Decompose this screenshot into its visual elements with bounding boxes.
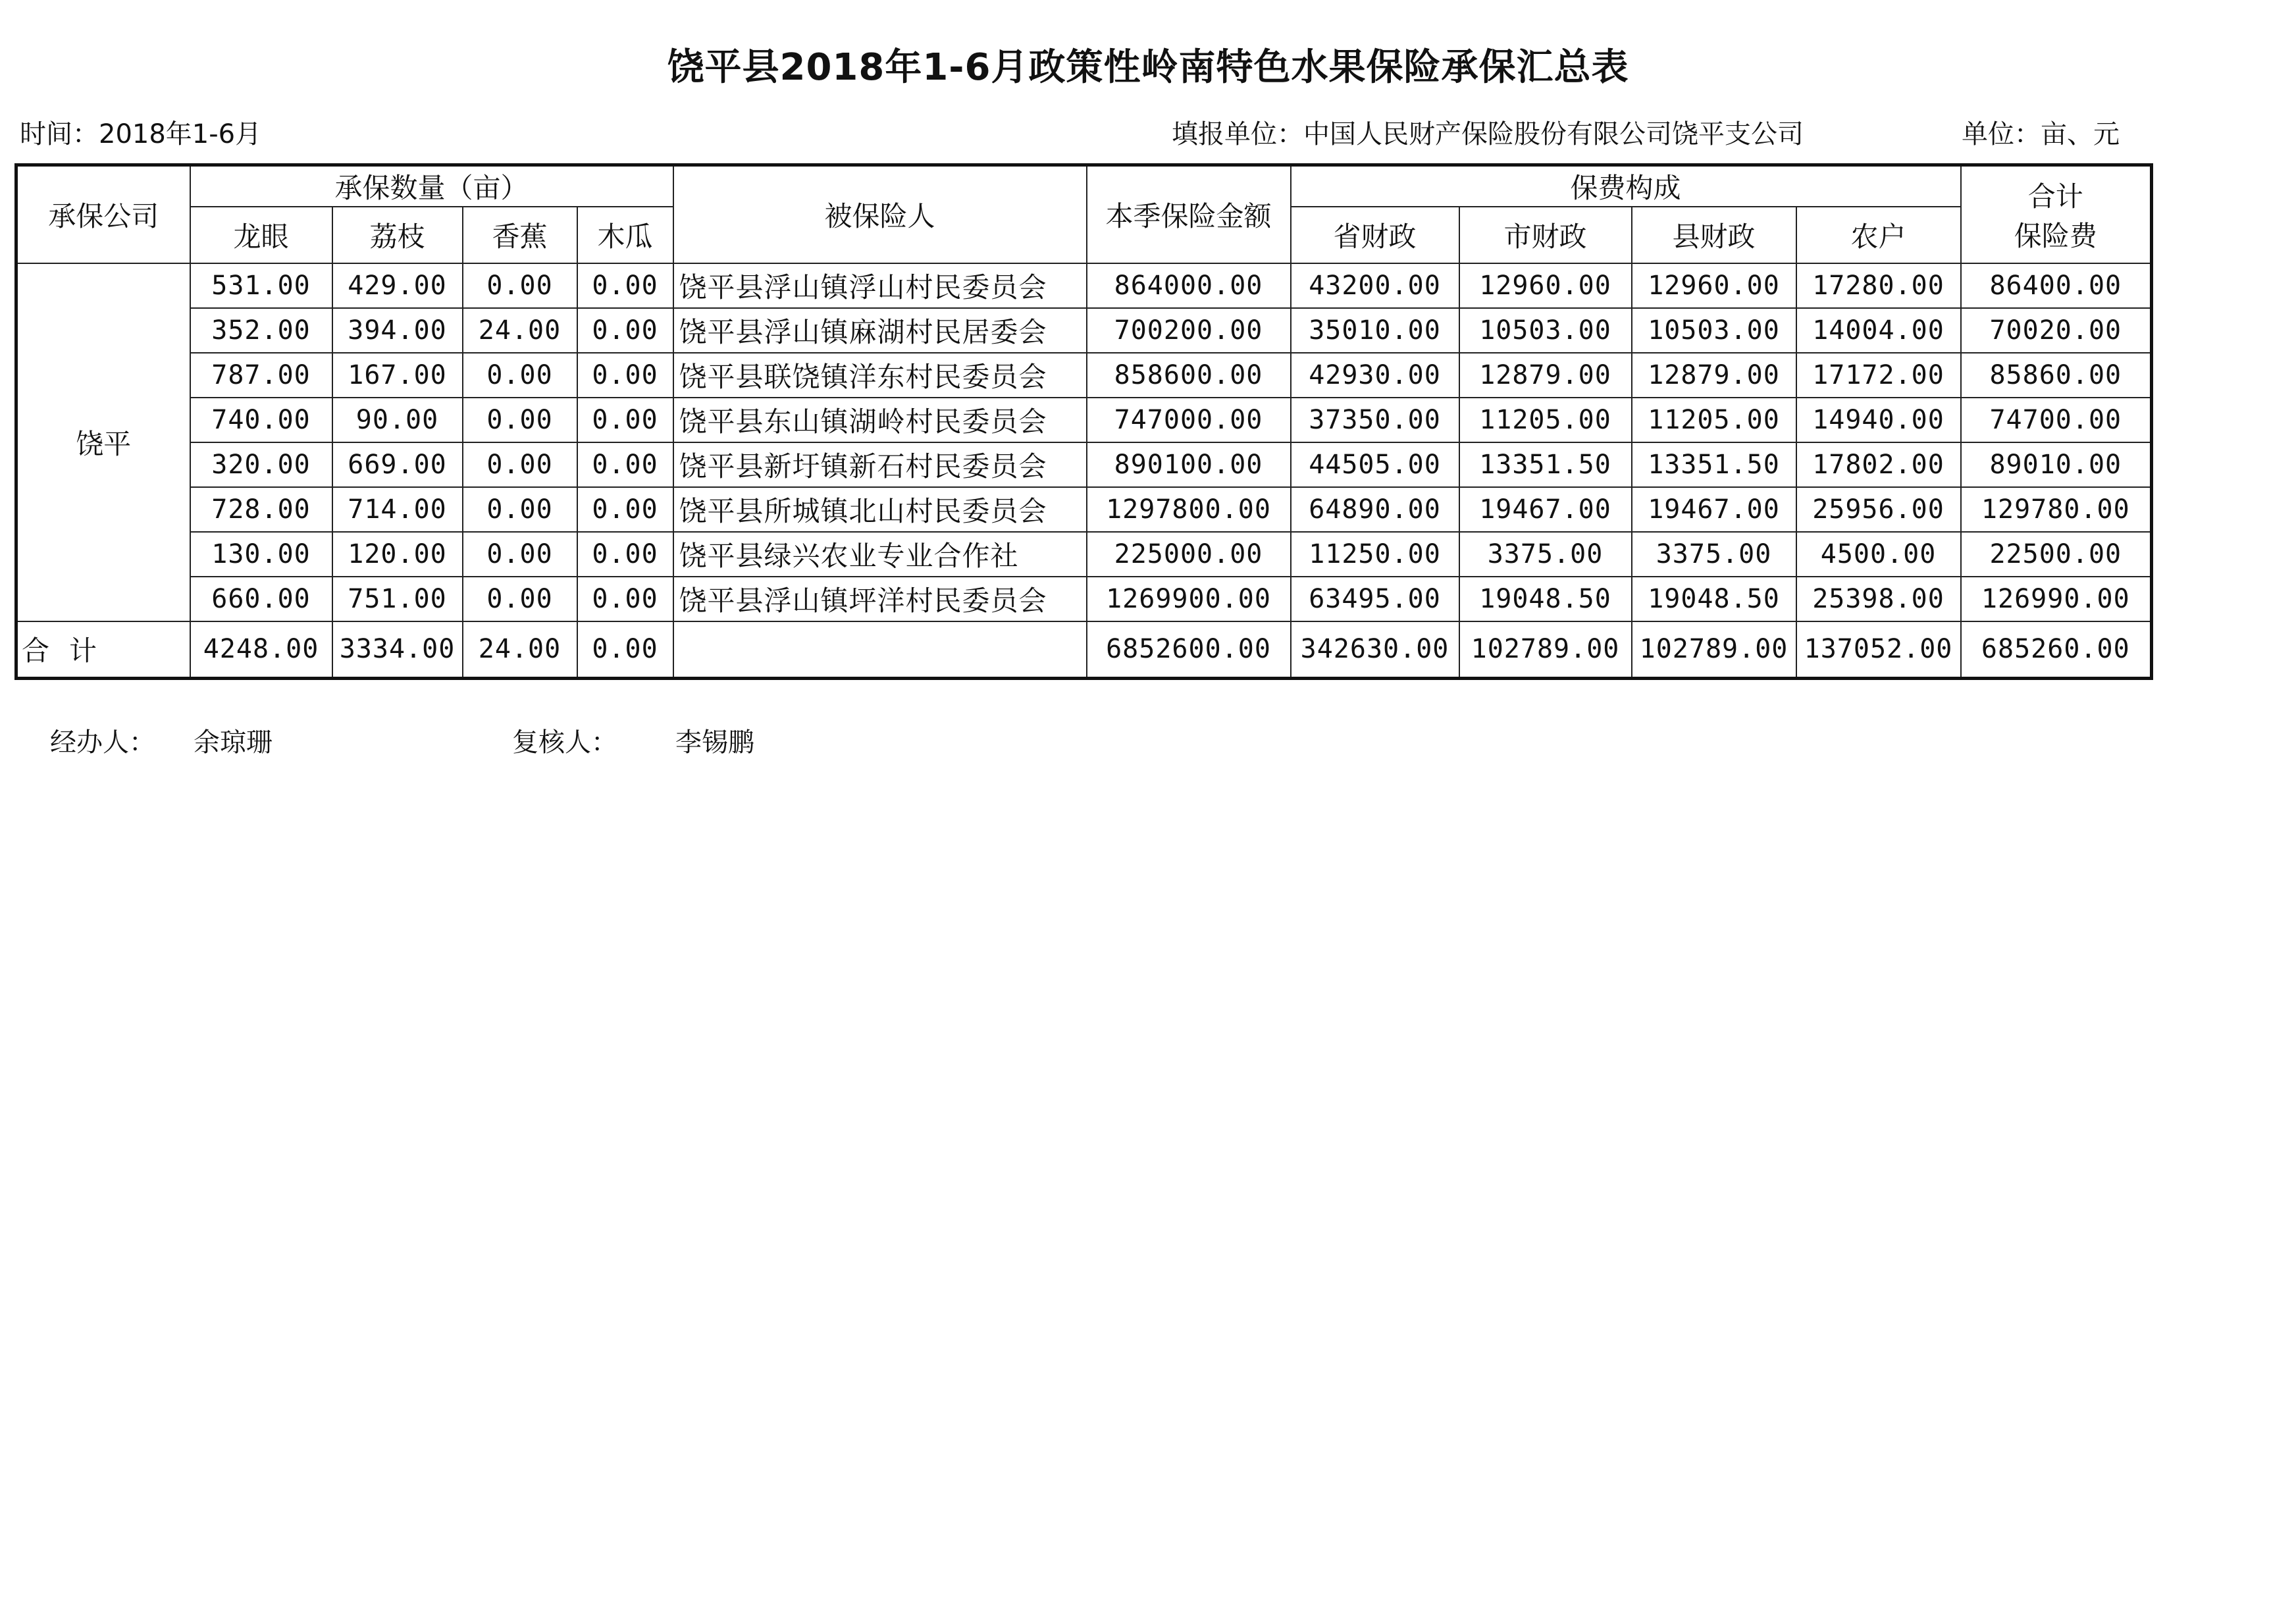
cell-municipal: 12879.00 — [1459, 353, 1632, 398]
measurement-unit-info — [1962, 113, 2120, 151]
cell-farmer: 14004.00 — [1796, 308, 1961, 353]
cell-insured-party: 饶平县绿兴农业专业合作社 — [673, 532, 1087, 577]
cell-lychee: 167.00 — [332, 353, 463, 398]
cell-papaya: 0.00 — [577, 263, 673, 308]
cell-municipal: 19048.50 — [1459, 577, 1632, 621]
cell-banana: 0.00 — [463, 398, 577, 442]
cell-sum-insured: 225000.00 — [1087, 532, 1291, 577]
cell-municipal: 3375.00 — [1459, 532, 1632, 577]
cell-provincial: 64890.00 — [1291, 487, 1459, 532]
cell-total-premium: 129780.00 — [1961, 487, 2152, 532]
insurance-summary-table — [14, 163, 2153, 680]
total-insured-party-empty — [673, 621, 1087, 678]
cell-county: 12879.00 — [1632, 353, 1796, 398]
cell-farmer: 17802.00 — [1796, 442, 1961, 487]
cell-sum-insured: 747000.00 — [1087, 398, 1291, 442]
cell-sum-insured: 700200.00 — [1087, 308, 1291, 353]
cell-insured-party: 饶平县浮山镇坪洋村民委员会 — [673, 577, 1087, 621]
cell-banana: 0.00 — [463, 532, 577, 577]
header-insured-quantity: 承保数量（亩） — [190, 165, 673, 207]
reporting-unit-info — [1172, 113, 1804, 151]
total-sum-insured: 6852600.00 — [1087, 621, 1291, 678]
cell-sum-insured: 864000.00 — [1087, 263, 1291, 308]
header-longan: 龙眼 — [190, 207, 332, 263]
cell-insured-party: 饶平县所城镇北山村民委员会 — [673, 487, 1087, 532]
cell-papaya: 0.00 — [577, 398, 673, 442]
cell-longan: 320.00 — [190, 442, 332, 487]
total-row-label: 合计 — [16, 621, 190, 678]
table-row — [16, 263, 2152, 308]
cell-provincial: 35010.00 — [1291, 308, 1459, 353]
cell-insured-party: 饶平县联饶镇洋东村民委员会 — [673, 353, 1087, 398]
cell-insured-party: 饶平县浮山镇麻湖村民居委会 — [673, 308, 1087, 353]
cell-total-premium: 86400.00 — [1961, 263, 2152, 308]
header-total-premium-line2: 保险费 — [2014, 220, 2097, 252]
cell-banana: 0.00 — [463, 263, 577, 308]
cell-county: 10503.00 — [1632, 308, 1796, 353]
cell-banana: 0.00 — [463, 487, 577, 532]
cell-lychee: 751.00 — [332, 577, 463, 621]
cell-municipal: 12960.00 — [1459, 263, 1632, 308]
unit-value: 亩、元 — [2041, 119, 2120, 149]
header-banana: 香蕉 — [463, 207, 577, 263]
cell-banana: 0.00 — [463, 442, 577, 487]
cell-total-premium: 89010.00 — [1961, 442, 2152, 487]
cell-banana: 24.00 — [463, 308, 577, 353]
header-papaya: 木瓜 — [577, 207, 673, 263]
cell-county: 12960.00 — [1632, 263, 1796, 308]
total-banana: 24.00 — [463, 621, 577, 678]
total-provincial: 342630.00 — [1291, 621, 1459, 678]
cell-provincial: 44505.00 — [1291, 442, 1459, 487]
cell-total-premium: 85860.00 — [1961, 353, 2152, 398]
header-insured-party: 被保险人 — [673, 165, 1087, 264]
cell-farmer: 14940.00 — [1796, 398, 1961, 442]
cell-municipal: 13351.50 — [1459, 442, 1632, 487]
cell-farmer: 17172.00 — [1796, 353, 1961, 398]
cell-insured-party: 饶平县浮山镇浮山村民委员会 — [673, 263, 1087, 308]
cell-farmer: 25956.00 — [1796, 487, 1961, 532]
cell-total-premium: 22500.00 — [1961, 532, 2152, 577]
header-company: 承保公司 — [16, 165, 190, 264]
reporting-unit-label: 填报单位： — [1172, 119, 1303, 149]
cell-provincial: 43200.00 — [1291, 263, 1459, 308]
cell-county: 13351.50 — [1632, 442, 1796, 487]
cell-total-premium: 126990.00 — [1961, 577, 2152, 621]
total-row — [16, 621, 2152, 678]
cell-papaya: 0.00 — [577, 487, 673, 532]
time-value: 2018年1-6月 — [99, 119, 262, 149]
header-premium-composition: 保费构成 — [1291, 165, 1961, 207]
header-farmer: 农户 — [1796, 207, 1961, 263]
reporting-unit-value: 中国人民财产保险股份有限公司饶平支公司 — [1303, 119, 1804, 149]
handler-name: 余琼珊 — [194, 727, 273, 758]
cell-municipal: 11205.00 — [1459, 398, 1632, 442]
cell-sum-insured: 1269900.00 — [1087, 577, 1291, 621]
cell-provincial: 37350.00 — [1291, 398, 1459, 442]
cell-county: 11205.00 — [1632, 398, 1796, 442]
cell-lychee: 394.00 — [332, 308, 463, 353]
cell-farmer: 4500.00 — [1796, 532, 1961, 577]
cell-total-premium: 70020.00 — [1961, 308, 2152, 353]
cell-insured-party: 饶平县新圩镇新石村民委员会 — [673, 442, 1087, 487]
cell-farmer: 17280.00 — [1796, 263, 1961, 308]
cell-papaya: 0.00 — [577, 308, 673, 353]
time-info — [20, 113, 261, 151]
cell-longan: 740.00 — [190, 398, 332, 442]
total-municipal: 102789.00 — [1459, 621, 1632, 678]
total-total-premium: 685260.00 — [1961, 621, 2152, 678]
header-sum-insured: 本季保险金额 — [1087, 165, 1291, 264]
cell-provincial: 11250.00 — [1291, 532, 1459, 577]
header-total-premium — [1961, 165, 2152, 264]
page-title: 饶平县2018年1-6月政策性岭南特色水果保险承保汇总表 — [667, 46, 1629, 89]
cell-lychee: 714.00 — [332, 487, 463, 532]
cell-municipal: 19467.00 — [1459, 487, 1632, 532]
cell-papaya: 0.00 — [577, 577, 673, 621]
cell-lychee: 429.00 — [332, 263, 463, 308]
table-row — [16, 308, 2152, 353]
table-row — [16, 487, 2152, 532]
cell-banana: 0.00 — [463, 353, 577, 398]
cell-sum-insured: 1297800.00 — [1087, 487, 1291, 532]
cell-provincial: 42930.00 — [1291, 353, 1459, 398]
handler-label: 经办人： — [50, 727, 155, 758]
header-total-premium-line1: 合计 — [2027, 180, 2083, 213]
cell-provincial: 63495.00 — [1291, 577, 1459, 621]
cell-papaya: 0.00 — [577, 532, 673, 577]
cell-insured-party: 饶平县东山镇湖岭村民委员会 — [673, 398, 1087, 442]
cell-longan: 352.00 — [190, 308, 332, 353]
cell-county: 3375.00 — [1632, 532, 1796, 577]
cell-county: 19048.50 — [1632, 577, 1796, 621]
reviewer-label: 复核人： — [512, 727, 617, 758]
table-row — [16, 442, 2152, 487]
cell-banana: 0.00 — [463, 577, 577, 621]
cell-sum-insured: 858600.00 — [1087, 353, 1291, 398]
total-papaya: 0.00 — [577, 621, 673, 678]
total-county: 102789.00 — [1632, 621, 1796, 678]
header-provincial: 省财政 — [1291, 207, 1459, 263]
total-longan: 4248.00 — [190, 621, 332, 678]
header-lychee: 荔枝 — [332, 207, 463, 263]
cell-county: 19467.00 — [1632, 487, 1796, 532]
cell-municipal: 10503.00 — [1459, 308, 1632, 353]
cell-papaya: 0.00 — [577, 442, 673, 487]
cell-total-premium: 74700.00 — [1961, 398, 2152, 442]
cell-longan: 660.00 — [190, 577, 332, 621]
reviewer-name: 李锡鹏 — [675, 727, 754, 758]
cell-lychee: 669.00 — [332, 442, 463, 487]
cell-longan: 787.00 — [190, 353, 332, 398]
table-row — [16, 353, 2152, 398]
header-county: 县财政 — [1632, 207, 1796, 263]
cell-longan: 130.00 — [190, 532, 332, 577]
time-label: 时间： — [20, 119, 99, 149]
cell-lychee: 90.00 — [332, 398, 463, 442]
cell-longan: 531.00 — [190, 263, 332, 308]
header-municipal: 市财政 — [1459, 207, 1632, 263]
cell-sum-insured: 890100.00 — [1087, 442, 1291, 487]
cell-farmer: 25398.00 — [1796, 577, 1961, 621]
cell-papaya: 0.00 — [577, 353, 673, 398]
table-row — [16, 577, 2152, 621]
company-name-cell: 饶平 — [16, 263, 190, 621]
total-farmer: 137052.00 — [1796, 621, 1961, 678]
unit-label: 单位： — [1962, 119, 2041, 149]
table-row — [16, 398, 2152, 442]
table-row — [16, 532, 2152, 577]
cell-lychee: 120.00 — [332, 532, 463, 577]
total-lychee: 3334.00 — [332, 621, 463, 678]
cell-longan: 728.00 — [190, 487, 332, 532]
